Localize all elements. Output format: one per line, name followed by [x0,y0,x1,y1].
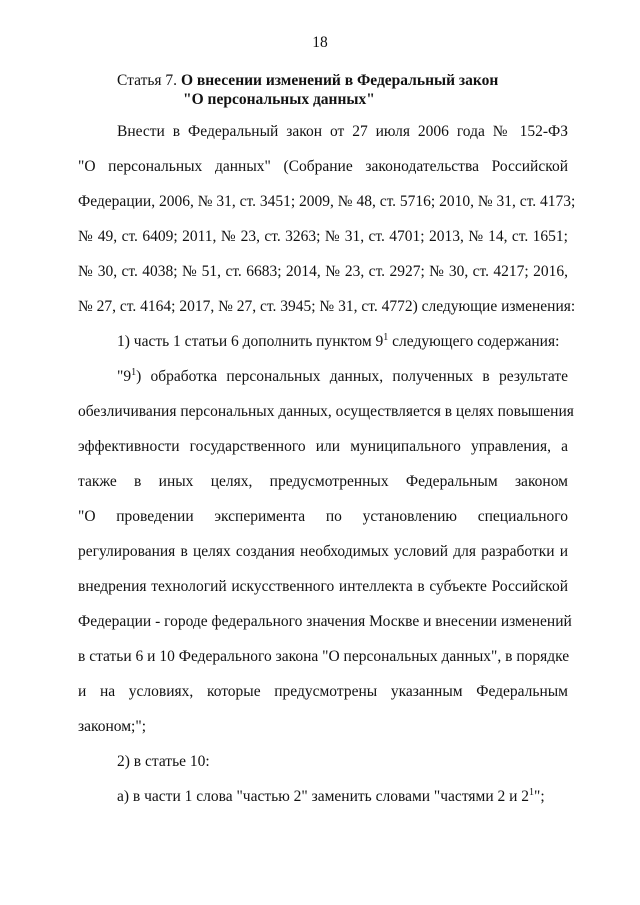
item-2a-text-end: "; [534,788,545,805]
quote-line: регулирования в целях создания необходимых условий для разработки и [78,543,568,560]
quote-line: "О проведении эксперимента по установлению специального [78,508,568,525]
page-number: 18 [312,34,328,51]
intro-line: № 27, ст. 4164; 2017, № 27, ст. 3945; № 31, ст. 4772) следующие изменения: [78,298,576,315]
quote-line: обезличивания персональных данных, осуществляется в целях повышения [78,403,574,420]
item-1-sup: 1 [383,332,389,343]
quote-sup: 1 [131,367,137,378]
article-title-line1: О внесении изменений в Федеральный закон [180,72,499,89]
item-1 [117,333,568,351]
intro-line: № 49, ст. 6409; 2011, № 23, ст. 3263; № 31, ст. 4701; 2013, № 14, ст. 1651; [78,228,568,245]
article-heading [117,71,498,109]
item-1-text: 1) часть 1 статьи 6 дополнить пунктом 9 [117,333,384,350]
article-heading-line2 [117,90,498,109]
quote-line: и на условиях, которые предусмотрены указанным Федеральным [78,683,568,700]
item-2: 2) в статье 10: [117,753,210,770]
intro-line: Внести в Федеральный закон от 27 июля 2006 года № 152-ФЗ [117,123,568,140]
item-2a [117,788,568,806]
intro-line: Федерации, 2006, № 31, ст. 3451; 2009, № 48, ст. 5716; 2010, № 31, ст. 4173; [78,193,576,210]
item-2a-text: а) в части 1 слова "частью 2" заменить словами "частями 2 и 2 [117,788,530,805]
quote-start-rest: ) обработка персональных данных, полученных в результате [136,368,568,385]
quote-line: эффективности государственного или муниципального управления, а [78,438,568,455]
quote-line: Федерации - городе федерального значения Москве и внесении изменений [78,613,572,630]
article-heading-line1 [117,71,498,90]
intro-line: "О персональных данных" (Собрание законодательства Российской [78,158,568,175]
item-1-text-end: следующего содержания: [388,333,560,350]
quote-line: законом;"; [78,718,146,735]
quote-line: внедрения технологий искусственного интеллекта в субъекте Российской [78,578,568,595]
intro-line: № 30, ст. 4038; № 51, ст. 6683; 2014, № 23, ст. 2927; № 30, ст. 4217; 2016, [78,263,568,280]
quote-line: также в иных целях, предусмотренных Федеральным законом [78,473,568,490]
quote-line: в статьи 6 и 10 Федерального закона "О персональных данных", в порядке [78,648,570,665]
quote-line [117,368,568,386]
article-prefix: Статья 7. [117,72,178,89]
item-2a-sup: 1 [529,787,535,798]
article-title-line2: "О персональных данных" [183,91,375,108]
quote-start: "9 [117,368,132,385]
